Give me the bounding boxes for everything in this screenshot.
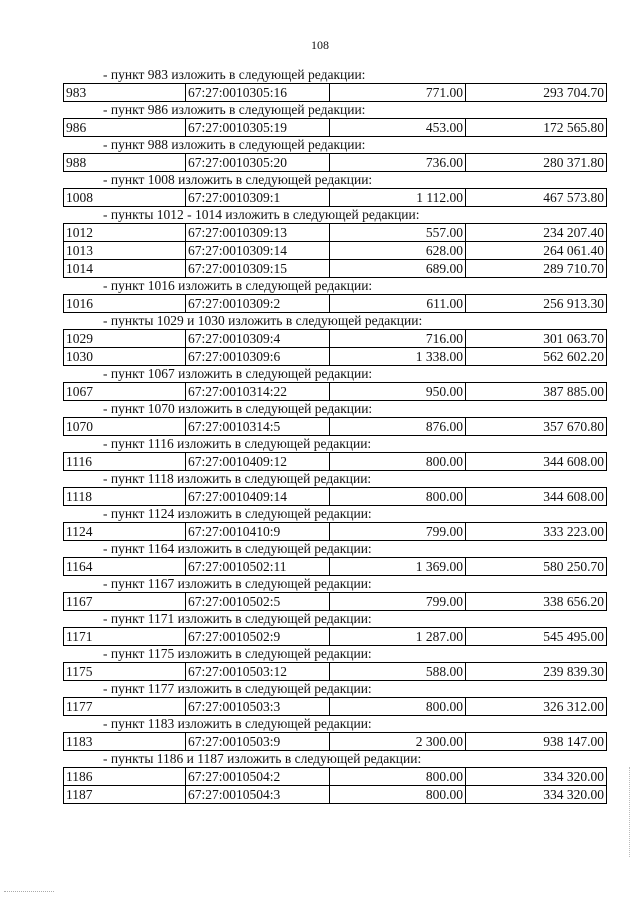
parcel-table xyxy=(63,557,607,576)
cadastral-number-cell: 67:27:0010502:9 xyxy=(186,628,330,646)
table-row xyxy=(64,593,607,611)
parcel-table xyxy=(63,767,607,804)
item-number-cell: 988 xyxy=(64,154,186,172)
value-cell: 344 608.00 xyxy=(466,453,607,471)
value-cell: 172 565.80 xyxy=(466,119,607,137)
section-caption: - пункт 1175 изложить в следующей редакции: xyxy=(103,646,372,661)
table-row xyxy=(64,295,607,313)
item-number-cell: 1067 xyxy=(64,383,186,401)
item-number-cell: 1014 xyxy=(64,260,186,278)
value-cell: 301 063.70 xyxy=(466,330,607,348)
cadastral-number-cell: 67:27:0010503:9 xyxy=(186,733,330,751)
item-number-cell: 1116 xyxy=(64,453,186,471)
parcel-table xyxy=(63,662,607,681)
item-number-cell: 1118 xyxy=(64,488,186,506)
table-row xyxy=(64,628,607,646)
cadastral-number-cell: 67:27:0010309:14 xyxy=(186,242,330,260)
area-cell: 1 287.00 xyxy=(330,628,466,646)
cadastral-number-cell: 67:27:0010309:1 xyxy=(186,189,330,207)
value-cell: 580 250.70 xyxy=(466,558,607,576)
parcel-table xyxy=(63,417,607,436)
table-row xyxy=(64,154,607,172)
table-row xyxy=(64,119,607,137)
parcel-table xyxy=(63,188,607,207)
parcel-table xyxy=(63,118,607,137)
section-caption: - пункт 1070 изложить в следующей редакции: xyxy=(103,401,373,416)
area-cell: 771.00 xyxy=(330,84,466,102)
item-number-cell: 1013 xyxy=(64,242,186,260)
item-number-cell: 1030 xyxy=(64,348,186,366)
cadastral-number-cell: 67:27:0010314:5 xyxy=(186,418,330,436)
item-number-cell: 1029 xyxy=(64,330,186,348)
value-cell: 344 608.00 xyxy=(466,488,607,506)
table-row xyxy=(64,768,607,786)
area-cell: 689.00 xyxy=(330,260,466,278)
cadastral-number-cell: 67:27:0010305:19 xyxy=(186,119,330,137)
section-caption: - пункт 986 изложить в следующей редакции: xyxy=(103,102,366,117)
area-cell: 628.00 xyxy=(330,242,466,260)
value-cell: 239 839.30 xyxy=(466,663,607,681)
value-cell: 280 371.80 xyxy=(466,154,607,172)
section-caption: - пункт 1124 изложить в следующей редакции: xyxy=(103,506,372,521)
cadastral-number-cell: 67:27:0010502:5 xyxy=(186,593,330,611)
value-cell: 357 670.80 xyxy=(466,418,607,436)
cadastral-number-cell: 67:27:0010314:22 xyxy=(186,383,330,401)
area-cell: 2 300.00 xyxy=(330,733,466,751)
cadastral-number-cell: 67:27:0010409:12 xyxy=(186,453,330,471)
area-cell: 716.00 xyxy=(330,330,466,348)
cadastral-number-cell: 67:27:0010309:6 xyxy=(186,348,330,366)
item-number-cell: 1187 xyxy=(64,786,186,804)
parcel-table xyxy=(63,294,607,313)
area-cell: 800.00 xyxy=(330,786,466,804)
table-row xyxy=(64,348,607,366)
value-cell: 334 320.00 xyxy=(466,786,607,804)
parcel-table xyxy=(63,522,607,541)
section-caption: - пункты 1029 и 1030 изложить в следующей редакции: xyxy=(103,313,423,328)
amendments-list xyxy=(63,67,606,804)
cadastral-number-cell: 67:27:0010504:3 xyxy=(186,786,330,804)
parcel-table xyxy=(63,697,607,716)
item-number-cell: 1012 xyxy=(64,224,186,242)
table-row xyxy=(64,558,607,576)
section-caption: - пункт 1008 изложить в следующей редакции: xyxy=(103,172,373,187)
area-cell: 611.00 xyxy=(330,295,466,313)
area-cell: 800.00 xyxy=(330,768,466,786)
parcel-table xyxy=(63,452,607,471)
section-caption: - пункт 988 изложить в следующей редакции: xyxy=(103,137,366,152)
item-number-cell: 1070 xyxy=(64,418,186,436)
area-cell: 800.00 xyxy=(330,453,466,471)
cadastral-number-cell: 67:27:0010409:14 xyxy=(186,488,330,506)
section-caption: - пункт 1167 изложить в следующей редакции: xyxy=(103,576,372,591)
table-row xyxy=(64,786,607,804)
item-number-cell: 1171 xyxy=(64,628,186,646)
table-row xyxy=(64,523,607,541)
table-row xyxy=(64,663,607,681)
table-row xyxy=(64,189,607,207)
value-cell: 234 207.40 xyxy=(466,224,607,242)
table-row xyxy=(64,733,607,751)
cadastral-number-cell: 67:27:0010503:3 xyxy=(186,698,330,716)
cadastral-number-cell: 67:27:0010309:2 xyxy=(186,295,330,313)
item-number-cell: 1016 xyxy=(64,295,186,313)
parcel-table xyxy=(63,83,607,102)
section-caption: - пункты 1186 и 1187 изложить в следующей редакции: xyxy=(103,751,422,766)
cadastral-number-cell: 67:27:0010305:16 xyxy=(186,84,330,102)
area-cell: 800.00 xyxy=(330,488,466,506)
value-cell: 293 704.70 xyxy=(466,84,607,102)
parcel-table xyxy=(63,732,607,751)
section-caption: - пункт 1171 изложить в следующей редакции: xyxy=(103,611,372,626)
section-caption: - пункт 1116 изложить в следующей редакции: xyxy=(103,436,372,451)
table-row xyxy=(64,418,607,436)
table-row xyxy=(64,698,607,716)
area-cell: 1 369.00 xyxy=(330,558,466,576)
item-number-cell: 986 xyxy=(64,119,186,137)
section-caption: - пункт 1177 изложить в следующей редакции: xyxy=(103,681,372,696)
cadastral-number-cell: 67:27:0010309:15 xyxy=(186,260,330,278)
section-caption: - пункт 983 изложить в следующей редакции: xyxy=(103,67,366,82)
value-cell: 264 061.40 xyxy=(466,242,607,260)
area-cell: 736.00 xyxy=(330,154,466,172)
item-number-cell: 1177 xyxy=(64,698,186,716)
parcel-table xyxy=(63,329,607,366)
section-caption: - пункт 1067 изложить в следующей редакции: xyxy=(103,366,373,381)
cadastral-number-cell: 67:27:0010305:20 xyxy=(186,154,330,172)
area-cell: 1 112.00 xyxy=(330,189,466,207)
value-cell: 562 602.20 xyxy=(466,348,607,366)
table-row xyxy=(64,488,607,506)
area-cell: 453.00 xyxy=(330,119,466,137)
cadastral-number-cell: 67:27:0010410:9 xyxy=(186,523,330,541)
item-number-cell: 1008 xyxy=(64,189,186,207)
table-row xyxy=(64,242,607,260)
value-cell: 333 223.00 xyxy=(466,523,607,541)
item-number-cell: 1183 xyxy=(64,733,186,751)
value-cell: 326 312.00 xyxy=(466,698,607,716)
item-number-cell: 1175 xyxy=(64,663,186,681)
cadastral-number-cell: 67:27:0010309:4 xyxy=(186,330,330,348)
cadastral-number-cell: 67:27:0010503:12 xyxy=(186,663,330,681)
area-cell: 1 338.00 xyxy=(330,348,466,366)
area-cell: 950.00 xyxy=(330,383,466,401)
cadastral-number-cell: 67:27:0010504:2 xyxy=(186,768,330,786)
cadastral-number-cell: 67:27:0010309:13 xyxy=(186,224,330,242)
table-row xyxy=(64,330,607,348)
parcel-table xyxy=(63,153,607,172)
value-cell: 289 710.70 xyxy=(466,260,607,278)
table-row xyxy=(64,453,607,471)
parcel-table xyxy=(63,592,607,611)
page-number: 108 xyxy=(311,38,329,52)
area-cell: 799.00 xyxy=(330,523,466,541)
table-row xyxy=(64,84,607,102)
item-number-cell: 983 xyxy=(64,84,186,102)
parcel-table xyxy=(63,487,607,506)
table-row xyxy=(64,260,607,278)
value-cell: 467 573.80 xyxy=(466,189,607,207)
section-caption: - пункт 1164 изложить в следующей редакции: xyxy=(103,541,372,556)
value-cell: 338 656.20 xyxy=(466,593,607,611)
scan-edge-mark xyxy=(629,767,632,857)
value-cell: 256 913.30 xyxy=(466,295,607,313)
value-cell: 387 885.00 xyxy=(466,383,607,401)
value-cell: 545 495.00 xyxy=(466,628,607,646)
item-number-cell: 1186 xyxy=(64,768,186,786)
table-row xyxy=(64,224,607,242)
table-row xyxy=(64,383,607,401)
area-cell: 876.00 xyxy=(330,418,466,436)
area-cell: 800.00 xyxy=(330,698,466,716)
item-number-cell: 1167 xyxy=(64,593,186,611)
area-cell: 588.00 xyxy=(330,663,466,681)
item-number-cell: 1124 xyxy=(64,523,186,541)
parcel-table xyxy=(63,627,607,646)
cadastral-number-cell: 67:27:0010502:11 xyxy=(186,558,330,576)
parcel-table xyxy=(63,223,607,278)
item-number-cell: 1164 xyxy=(64,558,186,576)
value-cell: 334 320.00 xyxy=(466,768,607,786)
section-caption: - пункт 1016 изложить в следующей редакции: xyxy=(103,278,373,293)
section-caption: - пункт 1183 изложить в следующей редакции: xyxy=(103,716,372,731)
section-caption: - пункты 1012 - 1014 изложить в следующей редакции: xyxy=(103,207,420,222)
area-cell: 799.00 xyxy=(330,593,466,611)
area-cell: 557.00 xyxy=(330,224,466,242)
value-cell: 938 147.00 xyxy=(466,733,607,751)
section-caption: - пункт 1118 изложить в следующей редакции: xyxy=(103,471,372,486)
scan-corner-mark xyxy=(4,891,54,893)
parcel-table xyxy=(63,382,607,401)
